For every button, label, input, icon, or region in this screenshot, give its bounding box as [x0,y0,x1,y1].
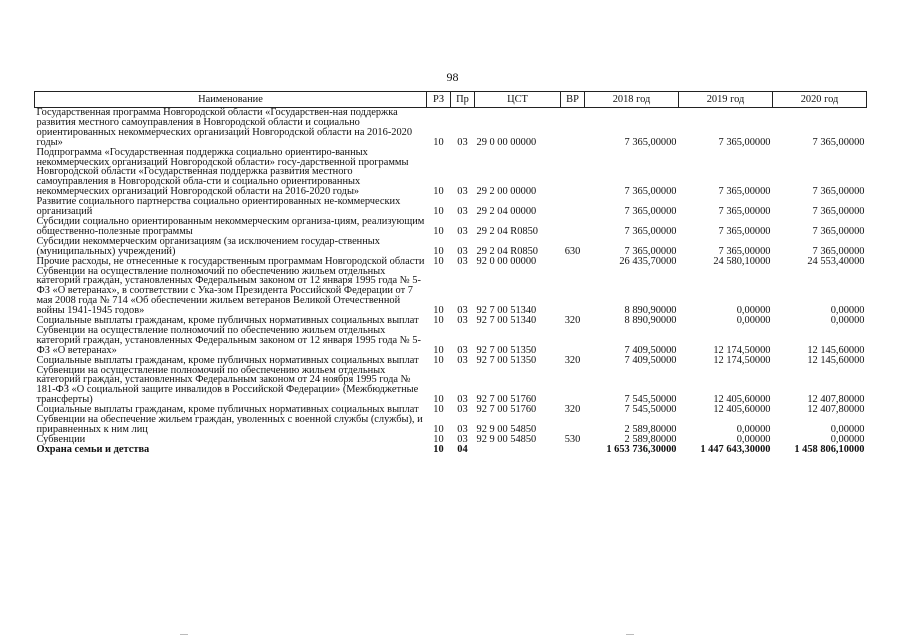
header-rz: РЗ [427,92,451,108]
page-number: 98 [446,70,459,84]
cell-cst: 92 7 00 51340 [476,305,537,317]
cell-rz: 10 [433,354,444,366]
cell-y2019: 12 405,60000 [713,394,771,406]
cell-y2018: 8 890,90000 [624,315,677,327]
cell-vr [561,415,585,435]
cell-cst: 92 9 00 54850 [476,424,537,435]
cell-y2020: 24 553,40000 [807,255,865,267]
cell-rz: 10 [433,206,444,218]
cell-cst: 92 0 00 00000 [476,255,537,267]
table-row [35,148,867,198]
cell-y2019: 7 365,00000 [718,136,771,148]
header-name: Наименование [35,92,427,108]
header-pr: Пр [451,92,475,108]
table-row [35,366,867,406]
cell-y2020: 12 407,80000 [807,394,865,406]
cell-rz: 10 [433,443,444,455]
cell-cst [475,445,561,455]
cell-y2020: 0,00000 [830,305,865,317]
cell-name: Развитие социального партнерства социально ориентированных не-коммерческих организаций [36,196,401,218]
cell-vr [561,366,585,406]
cell-pr: 03 [457,305,468,317]
cell-y2020: 0,00000 [830,433,865,445]
cell-cst: 92 7 00 51340 [476,315,537,327]
cell-y2018: 7 365,00000 [624,186,677,198]
cell-name: Субвенции на осуществление полномочий по обеспечению жильем отдельных категорий граждан, установленных Федеральным законом от 12 января 1995 года № 5-ФЗ «О ветеранах», в соответствии с Ука-зом Президента Российской Федерации от 7 мая 2008 года № 714 «Об обеспечении жильем ветеранов Великой Отечественной войны 1941-1945 годов» [36,265,421,317]
cell-y2020: 7 365,00000 [812,186,865,198]
cell-y2019: 7 365,00000 [718,245,771,257]
cell-y2018: 7 365,00000 [624,136,677,148]
cell-pr: 03 [457,225,468,237]
cell-cst: 92 7 00 51760 [476,404,537,416]
header-cst: ЦСТ [475,92,561,108]
cell-y2019: 12 174,50000 [713,354,771,366]
cell-name: Субсидии социально ориентированным некоммерческим организа-циям, реализующим общественно-полезные программы [36,215,425,237]
table-body [35,108,867,455]
cell-y2019: 12 174,50000 [713,344,771,356]
cell-y2020: 7 365,00000 [812,136,865,148]
cell-y2019: 0,00000 [736,305,771,317]
cell-y2018: 7 545,50000 [624,394,677,406]
cell-y2020: 7 365,00000 [812,245,865,257]
table-row [35,267,867,317]
cell-vr: 320 [564,315,581,327]
cell-rz: 10 [433,404,444,416]
table-row [35,445,867,455]
cell-cst: 92 7 00 51350 [476,344,537,356]
cell-pr: 03 [457,354,468,366]
cell-pr: 03 [457,404,468,416]
cell-name: Прочие расходы, не отнесенные к государственным программам Новгородской области [36,255,425,267]
cell-vr [561,108,585,148]
budget-table [34,91,867,455]
cell-pr: 03 [457,186,468,198]
cell-vr [561,148,585,198]
cell-pr: 03 [457,433,468,445]
cell-vr [561,267,585,317]
cell-rz: 10 [433,136,444,148]
cell-vr [561,217,585,237]
cell-y2020: 12 145,60000 [807,344,865,356]
cell-rz: 10 [433,186,444,198]
cell-name: Субвенции на осуществление полномочий по обеспечению жильем отдельных категорий граждан, установленных Федеральным законом от 24 ноября 1995 года № 181-ФЗ «О социальной защите инвалидов в Российской Федерации» (Межбюджетные трансферты) [36,364,419,406]
header-2018: 2018 год [585,92,679,108]
cell-rz: 10 [433,433,444,445]
cell-cst: 29 2 04 00000 [476,206,537,218]
cell-vr: 320 [564,404,581,416]
cell-name: Субсидии некоммерческим организациям (за исключением государ-ственных (муниципальных) учреждений) [36,235,380,257]
cell-y2020: 12 407,80000 [807,404,865,416]
table-row [35,197,867,217]
cell-vr [561,257,585,267]
cell-y2018: 7 365,00000 [624,225,677,237]
cell-cst: 29 2 00 00000 [476,186,537,198]
scan-mark [180,634,188,635]
cell-y2019: 7 365,00000 [718,225,771,237]
cell-vr [561,197,585,217]
table-header-row [35,92,867,108]
table-row [35,326,867,356]
cell-rz: 10 [433,225,444,237]
cell-cst: 29 2 04 R0850 [476,225,538,237]
cell-name: Социальные выплаты гражданам, кроме публичных нормативных социальных выплат [36,354,419,366]
cell-name: Государственная программа Новгородской области «Государствен-ная поддержка развития местного самоуправления в Новгородской области и социально ориентированных некоммерческих организаций Новгородской области на 2016-2020 годы» [36,107,413,148]
cell-y2018: 8 890,90000 [624,305,677,317]
cell-cst: 92 7 00 51350 [476,354,537,366]
cell-y2019: 7 365,00000 [718,206,771,218]
header-2020: 2020 год [773,92,867,108]
cell-y2018: 7 545,50000 [624,404,677,416]
table-row [35,415,867,435]
cell-y2018: 2 589,80000 [624,433,677,445]
cell-y2019: 12 405,60000 [713,404,771,416]
cell-rz: 10 [433,394,444,406]
cell-name: Социальные выплаты гражданам, кроме публичных нормативных социальных выплат [36,404,419,416]
cell-rz: 10 [433,424,444,435]
table-row [35,217,867,237]
cell-rz: 10 [433,305,444,317]
cell-cst: 92 9 00 54850 [476,433,537,445]
cell-y2019: 7 365,00000 [718,186,771,198]
cell-rz: 10 [433,245,444,257]
cell-pr: 03 [457,394,468,406]
cell-pr: 03 [457,245,468,257]
cell-rz: 10 [433,255,444,267]
cell-name: Субвенции [36,433,86,445]
table-row [35,237,867,257]
cell-y2020: 1 458 806,10000 [794,443,865,455]
cell-y2019: 0,00000 [736,424,771,435]
header-2019: 2019 год [679,92,773,108]
scan-mark [626,634,634,635]
cell-name: Охрана семьи и детства [36,443,150,455]
cell-cst: 29 0 00 00000 [476,136,537,148]
cell-vr [561,445,585,455]
cell-y2018: 7 409,50000 [624,344,677,356]
cell-y2018: 26 435,70000 [619,255,677,267]
cell-vr [561,326,585,356]
cell-cst: 29 2 04 R0850 [476,245,538,257]
cell-name: Субвенции на обеспечение жильем граждан, уволенных с военной службы (службы), и приравненных к ним лиц [36,414,423,435]
cell-rz: 10 [433,315,444,327]
cell-vr: 630 [564,245,581,257]
cell-pr: 03 [457,315,468,327]
cell-pr: 03 [457,424,468,435]
cell-name: Социальные выплаты гражданам, кроме публичных нормативных социальных выплат [36,315,419,327]
header-vr: ВР [561,92,585,108]
cell-name: Субвенции на осуществление полномочий по обеспечению жильем отдельных категорий граждан, установленных Федеральным законом от 12 января 1995 года № 5-ФЗ «О ветеранах» [36,324,421,356]
cell-y2019: 0,00000 [736,433,771,445]
cell-y2020: 0,00000 [830,424,865,435]
cell-pr: 03 [457,206,468,218]
cell-y2018: 7 365,00000 [624,245,677,257]
cell-pr: 04 [457,443,468,455]
cell-vr: 530 [564,433,581,445]
cell-y2020: 12 145,60000 [807,354,865,366]
cell-pr: 03 [457,344,468,356]
cell-y2019: 24 580,10000 [713,255,771,267]
cell-y2018: 7 365,00000 [624,206,677,218]
cell-y2020: 7 365,00000 [812,225,865,237]
cell-y2020: 0,00000 [830,315,865,327]
cell-y2019: 0,00000 [736,315,771,327]
table-row [35,108,867,148]
cell-rz: 10 [433,344,444,356]
cell-y2019: 1 447 643,30000 [700,443,771,455]
cell-pr: 03 [457,255,468,267]
cell-cst: 92 7 00 51760 [476,394,537,406]
cell-name: Подпрограмма «Государственная поддержка социально ориентиро-ванных некоммерческих организаций Новгородской области» госу-дарственной программы Новгородской области «Государственная поддержка развития местного самоуправления в Новгородской обла-сти и социально ориентированных некоммерческих организаций Новгородской области на 2016-2020 годы» [36,146,409,198]
table-row [35,257,867,267]
cell-pr: 03 [457,136,468,148]
cell-vr: 320 [564,354,581,366]
cell-y2018: 1 653 736,30000 [606,443,677,455]
cell-y2018: 7 409,50000 [624,354,677,366]
cell-y2020: 7 365,00000 [812,206,865,218]
cell-y2018: 2 589,80000 [624,424,677,435]
